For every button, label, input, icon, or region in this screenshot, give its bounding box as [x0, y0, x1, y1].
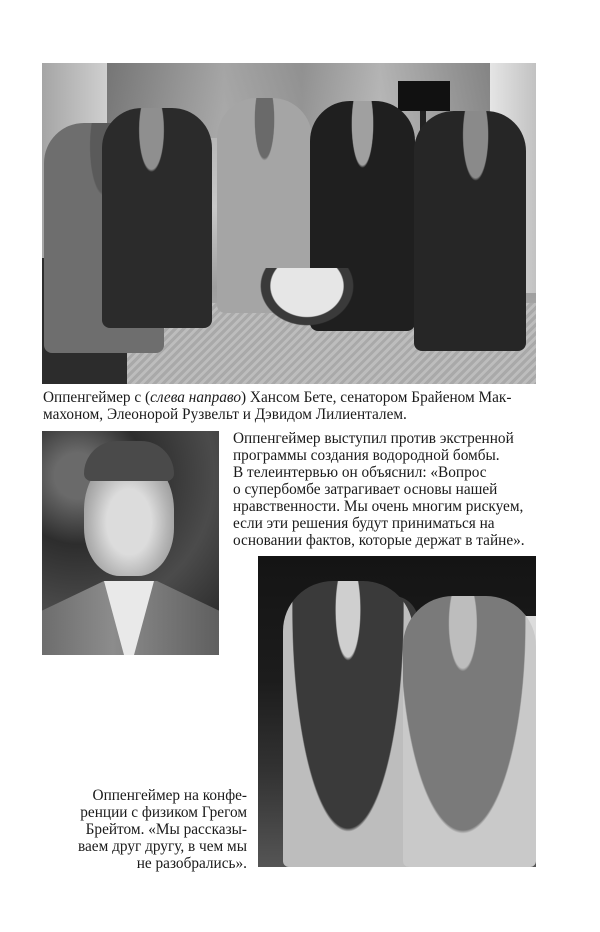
- caption-line: ренции с физиком Грегом: [80, 804, 247, 821]
- caption-line: если эти решения будут приниматься на: [233, 515, 495, 532]
- caption-line: Оппенгеймер выступил против экстренной: [233, 430, 514, 447]
- caption-line: ваем друг другу, в чем мы: [78, 838, 247, 855]
- caption-meeting-line-2: махоном, Элеонорой Рузвельт и Дэвидом Лилиенталем.: [43, 406, 407, 423]
- caption-superbomb: [233, 430, 553, 549]
- photo-portrait: [42, 431, 219, 655]
- person-5: [414, 111, 526, 351]
- caption-line: не разобрались».: [136, 855, 247, 872]
- caption-italic-text: слева направо: [150, 389, 242, 406]
- hair: [84, 441, 174, 481]
- caption-meeting-line-1: [43, 389, 543, 406]
- caption-line: основании фактов, которые держат в тайне».: [233, 532, 525, 549]
- photo-conference: [258, 556, 536, 867]
- person-2: [102, 108, 212, 328]
- caption-line: нравственности. Мы очень многим рискуем,: [233, 498, 524, 515]
- caption-text: Оппенгеймер с (: [43, 389, 151, 406]
- caption-meeting: [43, 389, 543, 423]
- caption-line: о супербомбе затрагивает основы нашей: [233, 481, 498, 498]
- person-right: [403, 596, 536, 867]
- caption-line: Брейтом. «Мы рассказы-: [85, 821, 247, 838]
- caption-line: программы создания водородной бомбы.: [233, 447, 500, 464]
- caption-text: ) Хансом Бете, сенатором Брайеном Мак-: [241, 389, 512, 406]
- caption-line: В телеинтервью он объяснил: «Вопрос: [233, 464, 487, 481]
- person-left: [283, 581, 413, 867]
- caption-conference: [40, 787, 247, 872]
- photo-meeting: [42, 63, 536, 384]
- table-with-flowers: [222, 268, 392, 358]
- caption-line: Оппенгеймер на конфе-: [92, 787, 247, 804]
- lamp-shade: [398, 81, 450, 111]
